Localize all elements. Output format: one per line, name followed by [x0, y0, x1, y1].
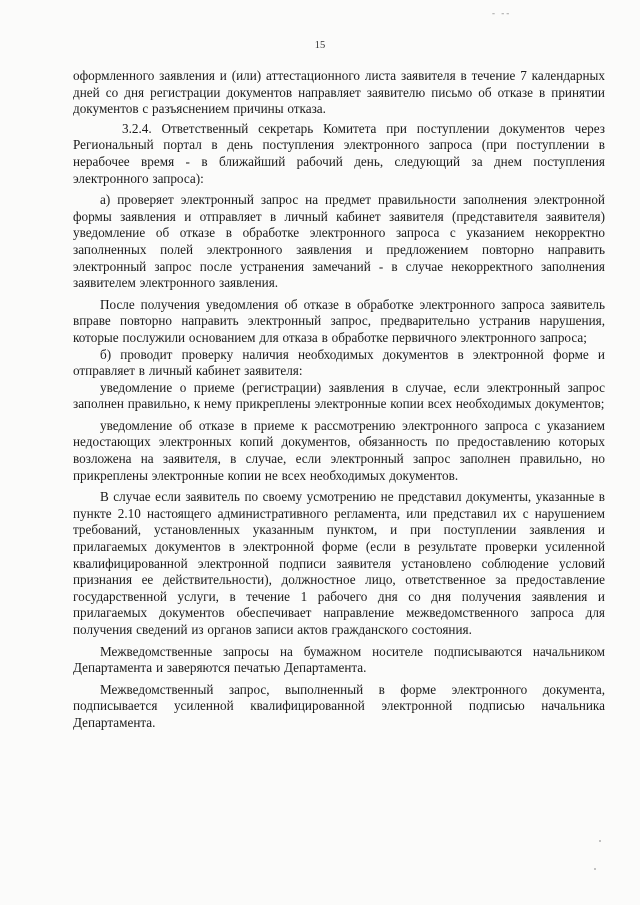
- paragraph-interagency-case: В случае если заявитель по своему усмотрению не представил документы, указанные в пункте 2.10 настоящего административного регламента, или представил их с нарушением требований, установленных указанным пунктом, и при поступлении заявления и прилагаемых документов в электронной форме (если в результате проверки усиленной квалифицированной электронной подписи заявителя установлено соблюдение условий признания ее действительности), должностное лицо, ответственное за предоставление государственной услуги, в течение 1 рабочего дня со дня получения заявления и прилагаемых документов обеспечивает направление межведомственного запроса для получения сведений из органов записи актов гражданского состояния.: [73, 489, 605, 637]
- corner-mark: - --: [492, 8, 512, 18]
- paragraph-clause-3-2-4: 3.2.4. Ответственный секретарь Комитета при поступлении документов через Региональный портал в день поступления электронного запроса (при поступлении в нерабочее время - в ближайший рабочий день, следующий за днем поступления электронного запроса):: [73, 120, 605, 186]
- scan-speck: [594, 868, 596, 870]
- paragraph-continuation: оформленного заявления и (или) аттестационного листа заявителя в течение 7 календарных дней со дня регистрации документов направляет заявителю письмо об отказе в принятии документов с разъяснением причины отказа.: [73, 68, 605, 117]
- scan-speck: [599, 840, 601, 842]
- document-body: [73, 68, 605, 732]
- paragraph-paper-requests: Межведомственные запросы на бумажном носителе подписываются начальником Департамента и заверяются печатью Департамента.: [73, 643, 605, 676]
- paragraph-after-refusal: После получения уведомления об отказе в обработке электронного запроса заявитель вправе повторно направить электронный запрос, предварительно устранив нарушения, которые послужили основанием для отказа в обработке первичного электронного запроса;: [73, 296, 605, 345]
- paragraph-notice-acceptance: уведомление о приеме (регистрации) заявления в случае, если электронный запрос заполнен правильно, к нему прикреплены электронные копии всех необходимых документов;: [73, 379, 605, 412]
- paragraph-notice-refusal: уведомление об отказе в приеме к рассмотрению электронного запроса с указанием недостающих электронных копий документов, обязанность по предоставлению которых возложена на заявителя, в случае, если электронный запрос заполнен правильно, но прикреплены электронные копии не всех необходимых документов.: [73, 417, 605, 483]
- page-number: 15: [314, 40, 326, 51]
- paragraph-electronic-request: Межведомственный запрос, выполненный в форме электронного документа, подписывается усиленной квалифицированной электронной подписью начальника Департамента.: [73, 681, 605, 730]
- paragraph-item-a: а) проверяет электронный запрос на предмет правильности заполнения электронной формы заявления и отправляет в личный кабинет заявителя (представителя заявителя) уведомление об отказе в обработке электронного запроса с указанием некорректно заполненных полей электронного заявления и предложением повторно направить электронный запрос после устранения замечаний - в случае некорректного заполнения заявителем электронного заявления.: [73, 192, 605, 291]
- paragraph-item-b: б) проводит проверку наличия необходимых документов в электронной форме и отправляет в личный кабинет заявителя:: [73, 346, 605, 379]
